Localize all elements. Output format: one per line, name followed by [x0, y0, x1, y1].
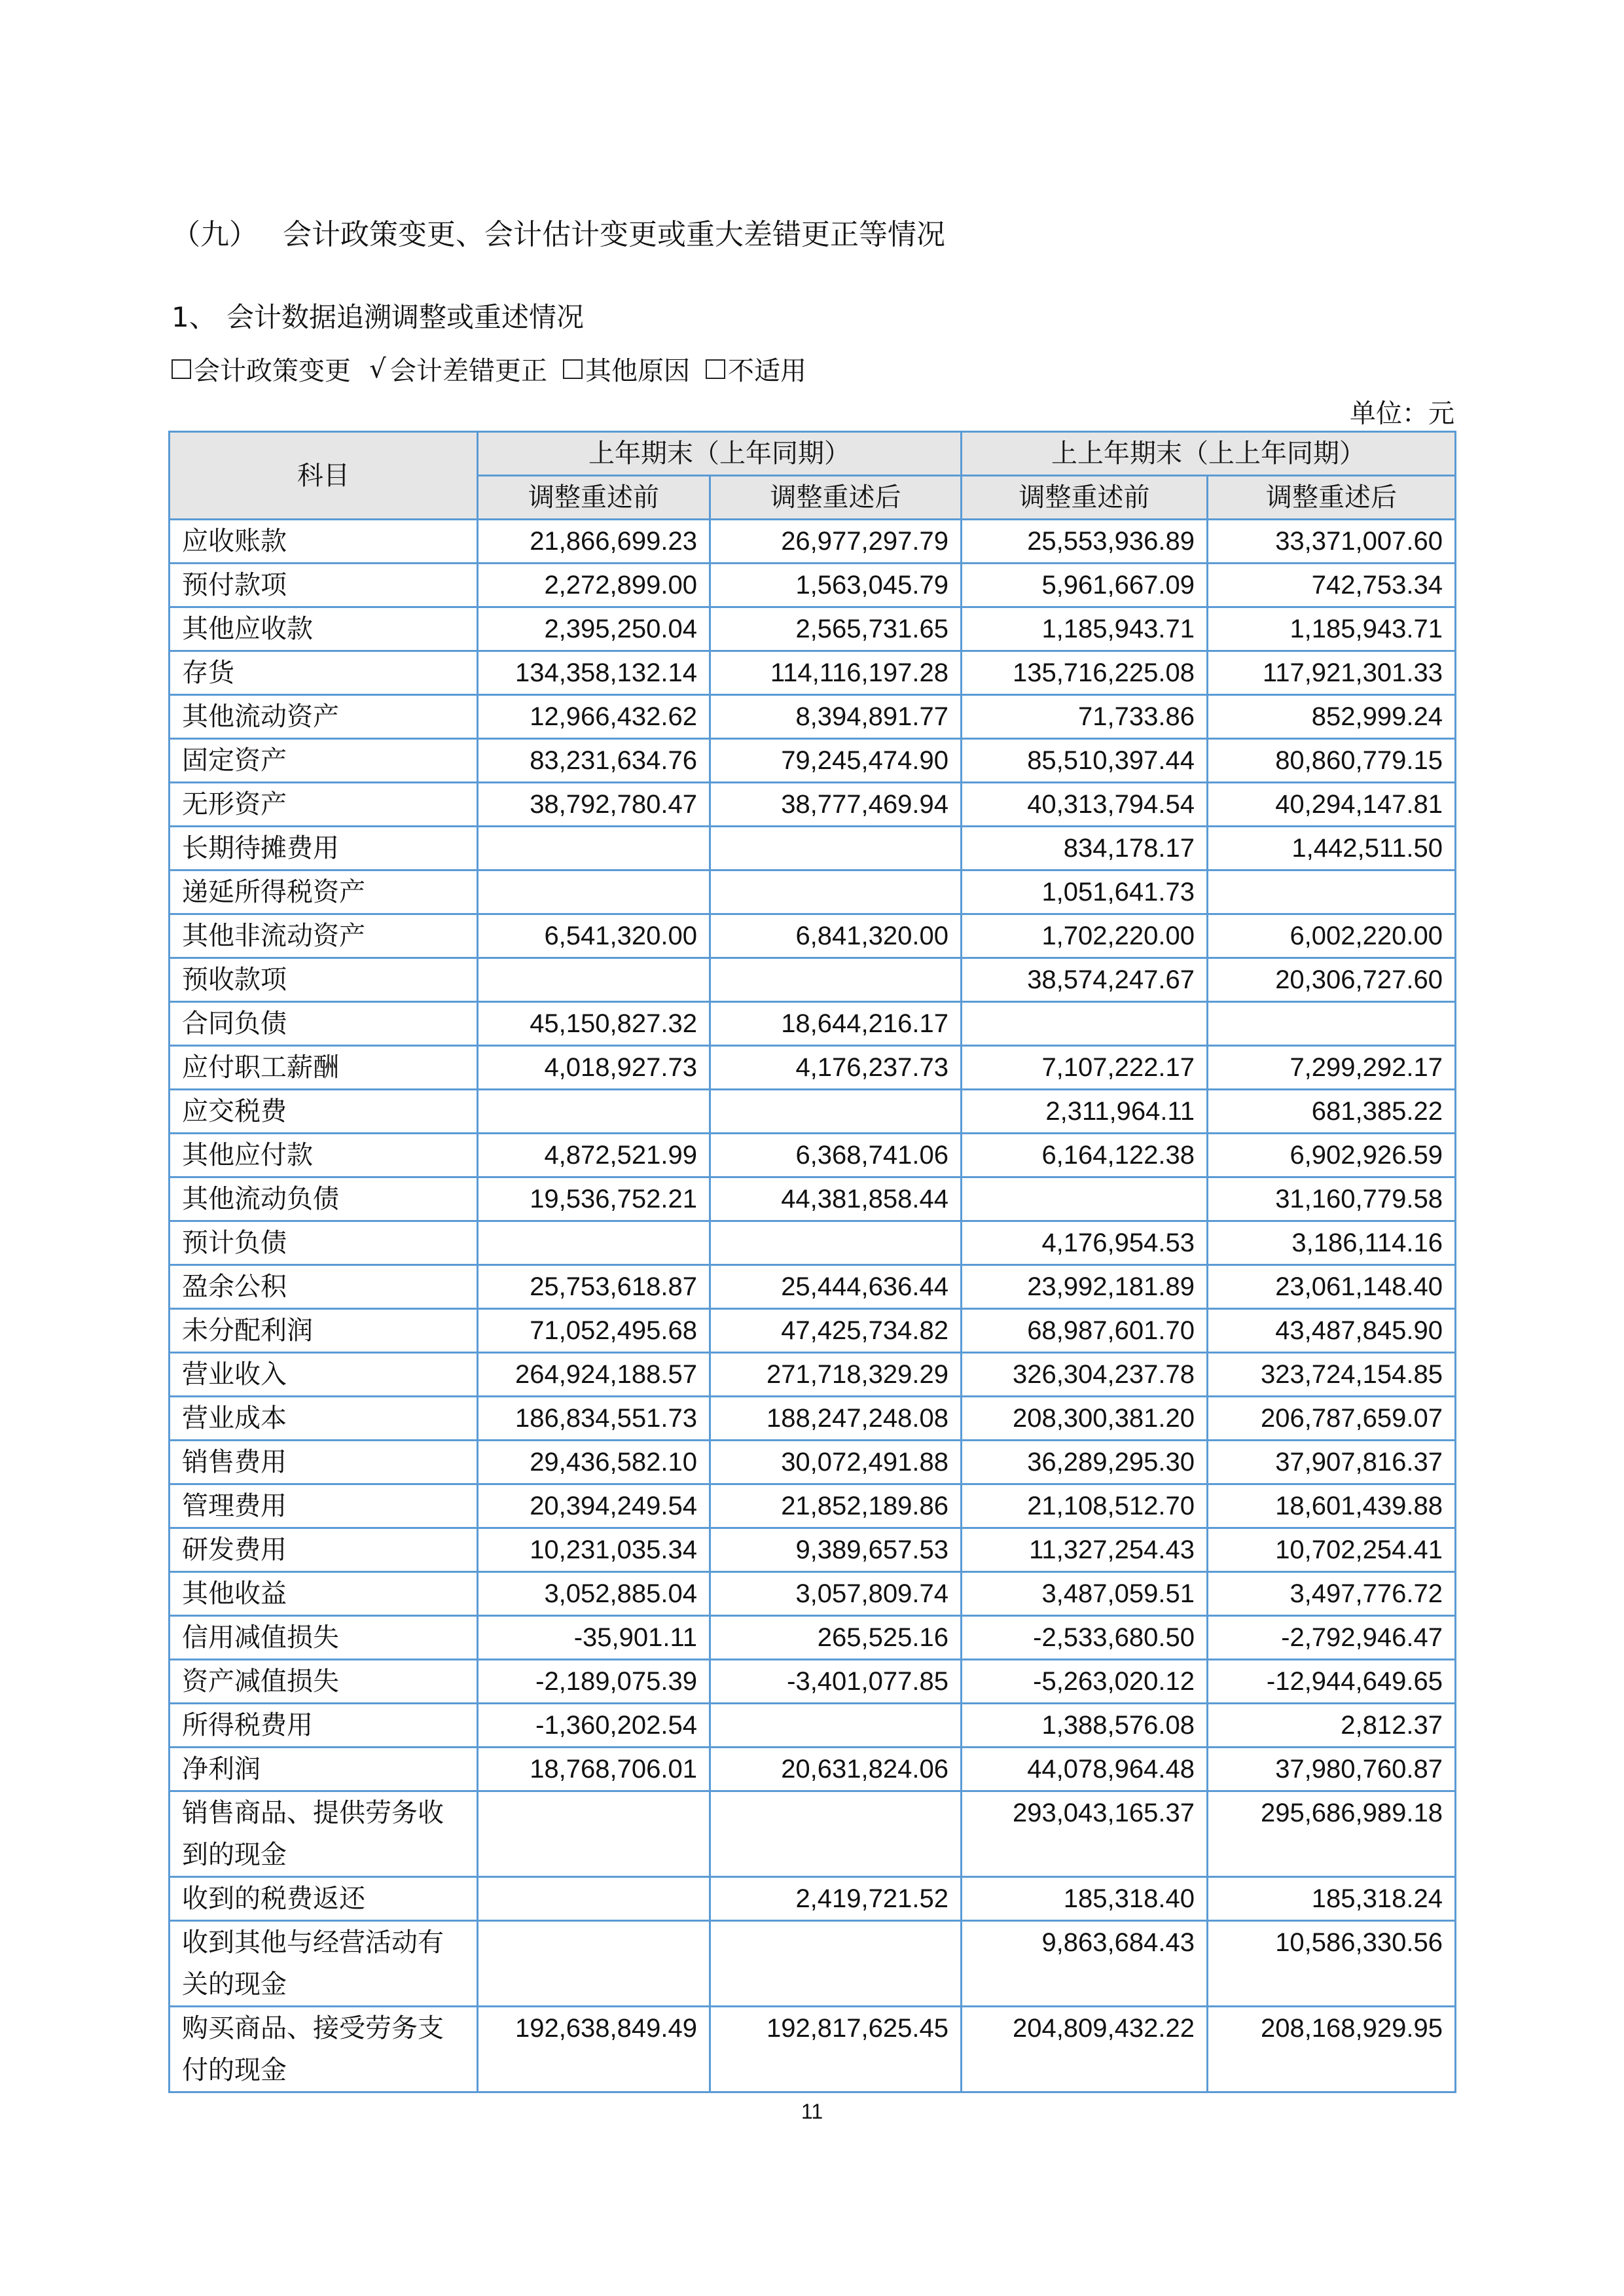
table-row	[170, 1353, 1456, 1397]
table-row	[170, 958, 1456, 1002]
row-label: 无形资产	[170, 783, 478, 827]
cell-value: 37,980,760.87	[1208, 1748, 1456, 1791]
cell-value: 36,289,295.30	[962, 1441, 1208, 1484]
cell-value: 20,631,824.06	[710, 1748, 962, 1791]
cell-value: 271,718,329.29	[710, 1353, 962, 1397]
cell-value: 6,368,741.06	[710, 1134, 962, 1177]
cell-value: 83,231,634.76	[478, 739, 710, 783]
cell-value: -5,263,020.12	[962, 1660, 1208, 1704]
checkbox-icon[interactable]	[171, 359, 191, 379]
table-row	[170, 1877, 1456, 1921]
cell-value: 33,371,007.60	[1208, 520, 1456, 564]
cell-value: 45,150,827.32	[478, 1002, 710, 1046]
cell-value: 3,052,885.04	[478, 1572, 710, 1616]
table-row	[170, 1616, 1456, 1660]
cell-value	[478, 827, 710, 870]
cell-value	[710, 1921, 962, 2007]
option-label: 不适用	[728, 356, 806, 386]
table-row	[170, 564, 1456, 607]
cell-value: 1,051,641.73	[962, 870, 1208, 914]
table-row	[170, 1397, 1456, 1441]
cell-value: 25,753,618.87	[478, 1265, 710, 1309]
table-row	[170, 739, 1456, 783]
option-2[interactable]	[563, 350, 690, 387]
row-label: 预付款项	[170, 564, 478, 607]
cell-value: 185,318.24	[1208, 1877, 1456, 1921]
row-label: 研发费用	[170, 1528, 478, 1572]
row-label: 固定资产	[170, 739, 478, 783]
cell-value	[962, 1177, 1208, 1221]
cell-value: 7,299,292.17	[1208, 1046, 1456, 1090]
cell-value: 1,185,943.71	[962, 607, 1208, 651]
cell-value: 21,108,512.70	[962, 1484, 1208, 1528]
row-label: 营业成本	[170, 1397, 478, 1441]
cell-value: 8,394,891.77	[710, 695, 962, 739]
cell-value: 2,395,250.04	[478, 607, 710, 651]
checkbox-icon[interactable]	[563, 359, 583, 379]
cell-value: 10,231,035.34	[478, 1528, 710, 1572]
cell-value	[710, 870, 962, 914]
cell-value: 21,866,699.23	[478, 520, 710, 564]
cell-value: 185,318.40	[962, 1877, 1208, 1921]
row-label: 其他流动负债	[170, 1177, 478, 1221]
cell-value: 265,525.16	[710, 1616, 962, 1660]
cell-value: 11,327,254.43	[962, 1528, 1208, 1572]
cell-value: 3,497,776.72	[1208, 1572, 1456, 1616]
cell-value: 38,574,247.67	[962, 958, 1208, 1002]
cell-value	[710, 827, 962, 870]
cell-value: 26,977,297.79	[710, 520, 962, 564]
cell-value: 30,072,491.88	[710, 1441, 962, 1484]
cell-value: -1,360,202.54	[478, 1704, 710, 1748]
row-label: 应付职工薪酬	[170, 1046, 478, 1090]
cell-value: 18,601,439.88	[1208, 1484, 1456, 1528]
row-label: 盈余公积	[170, 1265, 478, 1309]
cell-value: 9,389,657.53	[710, 1528, 962, 1572]
cell-value: 68,987,601.70	[962, 1309, 1208, 1353]
cell-value: 2,311,964.11	[962, 1090, 1208, 1134]
table-row	[170, 870, 1456, 914]
row-label: 其他收益	[170, 1572, 478, 1616]
cell-value: 6,002,220.00	[1208, 914, 1456, 958]
cell-value: 20,306,727.60	[1208, 958, 1456, 1002]
table-row	[170, 1002, 1456, 1046]
cell-value: 326,304,237.78	[962, 1353, 1208, 1397]
option-3[interactable]	[706, 350, 806, 387]
cell-value	[1208, 870, 1456, 914]
cell-value: 192,817,625.45	[710, 2007, 962, 2092]
row-label: 资产减值损失	[170, 1660, 478, 1704]
header-prior-year: 上年期末（上年同期）	[478, 432, 962, 476]
cell-value	[478, 1221, 710, 1265]
section-title: 会计政策变更、会计估计变更或重大差错更正等情况	[283, 218, 945, 251]
section-heading	[171, 211, 945, 253]
cell-value: 2,812.37	[1208, 1704, 1456, 1748]
cell-value	[710, 1791, 962, 1877]
row-label: 其他应收款	[170, 607, 478, 651]
cell-value	[962, 1002, 1208, 1046]
cell-value: 114,116,197.28	[710, 651, 962, 695]
cell-value: 40,313,794.54	[962, 783, 1208, 827]
table-row	[170, 651, 1456, 695]
row-label: 存货	[170, 651, 478, 695]
row-label: 递延所得税资产	[170, 870, 478, 914]
row-label: 所得税费用	[170, 1704, 478, 1748]
cell-value: 44,381,858.44	[710, 1177, 962, 1221]
table-row	[170, 1090, 1456, 1134]
cell-value: 23,061,148.40	[1208, 1265, 1456, 1309]
row-label: 长期待摊费用	[170, 827, 478, 870]
section-number: （九）	[171, 218, 258, 251]
table-row	[170, 1046, 1456, 1090]
cell-value: 186,834,551.73	[478, 1397, 710, 1441]
cell-value: 208,168,929.95	[1208, 2007, 1456, 2092]
table-row	[170, 520, 1456, 564]
row-label: 购买商品、接受劳务支付的现金	[170, 2007, 478, 2092]
table-row	[170, 1221, 1456, 1265]
cell-value: 4,176,954.53	[962, 1221, 1208, 1265]
cell-value: 44,078,964.48	[962, 1748, 1208, 1791]
cell-value	[478, 958, 710, 1002]
option-0[interactable]	[171, 350, 351, 387]
table-row	[170, 607, 1456, 651]
table-row	[170, 1704, 1456, 1748]
table-row	[170, 1265, 1456, 1309]
cell-value: -3,401,077.85	[710, 1660, 962, 1704]
cell-value: 79,245,474.90	[710, 739, 962, 783]
cell-value: -2,533,680.50	[962, 1616, 1208, 1660]
cell-value: 47,425,734.82	[710, 1309, 962, 1353]
cell-value: 1,442,511.50	[1208, 827, 1456, 870]
row-label: 应收账款	[170, 520, 478, 564]
cell-value	[478, 1791, 710, 1877]
cell-value: 323,724,154.85	[1208, 1353, 1456, 1397]
cell-value: 1,388,576.08	[962, 1704, 1208, 1748]
cell-value	[710, 1221, 962, 1265]
cell-value: -2,189,075.39	[478, 1660, 710, 1704]
cell-value: 37,907,816.37	[1208, 1441, 1456, 1484]
row-label: 收到其他与经营活动有关的现金	[170, 1921, 478, 2007]
cell-value: 6,841,320.00	[710, 914, 962, 958]
table-row	[170, 1177, 1456, 1221]
row-label: 未分配利润	[170, 1309, 478, 1353]
row-label: 预计负债	[170, 1221, 478, 1265]
header-after-restatement: 调整重述后	[1208, 476, 1456, 520]
option-label: 会计差错更正	[390, 356, 547, 386]
cell-value: 6,164,122.38	[962, 1134, 1208, 1177]
cell-value	[710, 958, 962, 1002]
table-row	[170, 1484, 1456, 1528]
cell-value: -2,792,946.47	[1208, 1616, 1456, 1660]
cell-value: 4,018,927.73	[478, 1046, 710, 1090]
cell-value: 135,716,225.08	[962, 651, 1208, 695]
cell-value: 7,107,222.17	[962, 1046, 1208, 1090]
row-label: 净利润	[170, 1748, 478, 1791]
cell-value: 3,487,059.51	[962, 1572, 1208, 1616]
cell-value: 204,809,432.22	[962, 2007, 1208, 2092]
table-row	[170, 1441, 1456, 1484]
table-row	[170, 827, 1456, 870]
cell-value	[478, 870, 710, 914]
cell-value: 681,385.22	[1208, 1090, 1456, 1134]
header-subject: 科目	[170, 432, 478, 520]
row-label: 销售费用	[170, 1441, 478, 1484]
cell-value	[1208, 1002, 1456, 1046]
checkbox-icon[interactable]	[706, 359, 725, 379]
page-number: 11	[801, 2100, 823, 2123]
header-before-restatement: 调整重述前	[962, 476, 1208, 520]
option-label: 会计政策变更	[194, 356, 351, 386]
subsection-number: 1、	[171, 301, 217, 333]
cell-value: 4,176,237.73	[710, 1046, 962, 1090]
cell-value: 1,563,045.79	[710, 564, 962, 607]
cell-value: 25,553,936.89	[962, 520, 1208, 564]
cell-value: 3,186,114.16	[1208, 1221, 1456, 1265]
row-label: 预收款项	[170, 958, 478, 1002]
restatement-table	[168, 431, 1456, 2093]
cell-value: -35,901.11	[478, 1616, 710, 1660]
cell-value: 85,510,397.44	[962, 739, 1208, 783]
header-before-restatement: 调整重述前	[478, 476, 710, 520]
table-row	[170, 1791, 1456, 1877]
cell-value: 134,358,132.14	[478, 651, 710, 695]
cell-value: 12,966,432.62	[478, 695, 710, 739]
table-row	[170, 1134, 1456, 1177]
cell-value: 4,872,521.99	[478, 1134, 710, 1177]
cell-value: 188,247,248.08	[710, 1397, 962, 1441]
row-label: 信用减值损失	[170, 1616, 478, 1660]
table-row	[170, 2007, 1456, 2092]
row-label: 合同负债	[170, 1002, 478, 1046]
cell-value	[478, 1090, 710, 1134]
cell-value: 10,586,330.56	[1208, 1921, 1456, 2007]
checkmark-icon[interactable]: √	[369, 353, 386, 384]
cell-value: 18,644,216.17	[710, 1002, 962, 1046]
table-row	[170, 1572, 1456, 1616]
cell-value: 3,057,809.74	[710, 1572, 962, 1616]
cell-value: 5,961,667.09	[962, 564, 1208, 607]
cell-value: 43,487,845.90	[1208, 1309, 1456, 1353]
cell-value	[710, 1704, 962, 1748]
row-label: 销售商品、提供劳务收到的现金	[170, 1791, 478, 1877]
cell-value: 295,686,989.18	[1208, 1791, 1456, 1877]
table-row	[170, 1921, 1456, 2007]
cell-value: 264,924,188.57	[478, 1353, 710, 1397]
table-row	[170, 783, 1456, 827]
row-label: 其他流动资产	[170, 695, 478, 739]
cell-value: 23,992,181.89	[962, 1265, 1208, 1309]
cell-value: 2,565,731.65	[710, 607, 962, 651]
row-label: 其他应付款	[170, 1134, 478, 1177]
header-after-restatement: 调整重述后	[710, 476, 962, 520]
cell-value: 21,852,189.86	[710, 1484, 962, 1528]
row-label: 应交税费	[170, 1090, 478, 1134]
cell-value: 2,419,721.52	[710, 1877, 962, 1921]
cell-value: -12,944,649.65	[1208, 1660, 1456, 1704]
cell-value: 192,638,849.49	[478, 2007, 710, 2092]
row-label: 其他非流动资产	[170, 914, 478, 958]
cell-value	[478, 1877, 710, 1921]
cell-value: 38,777,469.94	[710, 783, 962, 827]
subsection-title: 会计数据追溯调整或重述情况	[226, 301, 585, 333]
cell-value: 1,185,943.71	[1208, 607, 1456, 651]
cell-value: 31,160,779.58	[1208, 1177, 1456, 1221]
cell-value: 25,444,636.44	[710, 1265, 962, 1309]
cell-value: 71,733.86	[962, 695, 1208, 739]
option-label: 其他原因	[585, 356, 690, 386]
header-two-years-prior: 上上年期末（上上年同期）	[962, 432, 1456, 476]
cell-value: 742,753.34	[1208, 564, 1456, 607]
cell-value: 2,272,899.00	[478, 564, 710, 607]
cell-value: 208,300,381.20	[962, 1397, 1208, 1441]
cell-value: 1,702,220.00	[962, 914, 1208, 958]
table-row	[170, 1748, 1456, 1791]
table-row	[170, 1660, 1456, 1704]
cell-value: 19,536,752.21	[478, 1177, 710, 1221]
cell-value: 852,999.24	[1208, 695, 1456, 739]
cell-value: 206,787,659.07	[1208, 1397, 1456, 1441]
cell-value: 6,902,926.59	[1208, 1134, 1456, 1177]
cell-value: 9,863,684.43	[962, 1921, 1208, 2007]
row-label: 管理费用	[170, 1484, 478, 1528]
cell-value	[710, 1090, 962, 1134]
table-row	[170, 914, 1456, 958]
cell-value: 293,043,165.37	[962, 1791, 1208, 1877]
table-row	[170, 1528, 1456, 1572]
unit-label: 单位：元	[1350, 399, 1454, 429]
cell-value: 71,052,495.68	[478, 1309, 710, 1353]
cell-value: 18,768,706.01	[478, 1748, 710, 1791]
cell-value: 38,792,780.47	[478, 783, 710, 827]
table-row	[170, 1309, 1456, 1353]
row-label: 收到的税费返还	[170, 1877, 478, 1921]
cell-value: 834,178.17	[962, 827, 1208, 870]
subsection-heading	[171, 296, 584, 335]
table-row	[170, 695, 1456, 739]
row-label: 营业收入	[170, 1353, 478, 1397]
cell-value	[478, 1921, 710, 2007]
reason-options	[171, 350, 806, 387]
cell-value: 40,294,147.81	[1208, 783, 1456, 827]
cell-value: 80,860,779.15	[1208, 739, 1456, 783]
cell-value: 10,702,254.41	[1208, 1528, 1456, 1572]
cell-value: 29,436,582.10	[478, 1441, 710, 1484]
cell-value: 117,921,301.33	[1208, 651, 1456, 695]
cell-value: 6,541,320.00	[478, 914, 710, 958]
cell-value: 20,394,249.54	[478, 1484, 710, 1528]
option-1[interactable]	[367, 350, 547, 387]
